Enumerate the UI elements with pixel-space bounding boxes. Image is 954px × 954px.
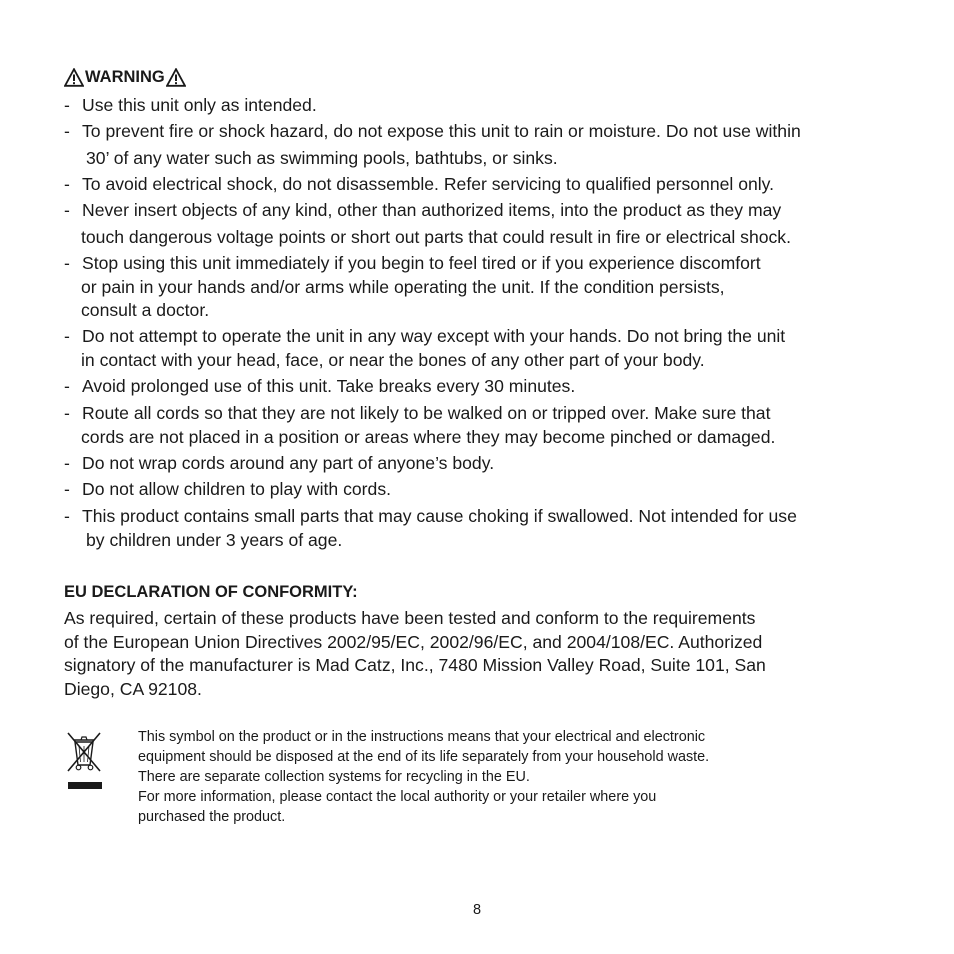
bullet-dash: - <box>64 200 70 220</box>
bullet-dash: - <box>64 95 70 115</box>
warning-item-line: Stop using this unit immediately if you begin to feel tired or if you experience discomfort <box>82 253 761 273</box>
warning-item-line: Never insert objects of any kind, other than authorized items, into the product as they may <box>82 200 782 220</box>
warning-item-line: This product contains small parts that may cause choking if swallowed. Not intended for use <box>82 506 797 526</box>
eu-declaration-heading: EU DECLARATION OF CONFORMITY: <box>64 583 358 601</box>
eu-declaration-line: As required, certain of these products have been tested and conform to the requirements <box>64 608 756 628</box>
page-number: 8 <box>472 902 482 918</box>
warning-item-line: Do not wrap cords around any part of anyone’s body. <box>82 453 495 473</box>
bullet-dash: - <box>64 121 70 141</box>
bullet-dash: - <box>64 253 70 273</box>
warning-item-line: Avoid prolonged use of this unit. Take breaks every 30 minutes. <box>82 376 576 396</box>
warning-triangle-icon <box>64 68 84 87</box>
warning-triangle-icon <box>166 68 186 87</box>
crossed-out-wheelie-bin-icon <box>64 729 104 791</box>
warning-item-line: To avoid electrical shock, do not disassemble. Refer servicing to qualified personnel only. <box>82 174 775 194</box>
bullet-dash: - <box>64 479 70 499</box>
eu-declaration-line: of the European Union Directives 2002/95/EC, 2002/96/EC, and 2004/108/EC. Authorized <box>64 632 763 652</box>
warning-item-line: touch dangerous voltage points or short out parts that could result in fire or electrical shock. <box>81 227 791 247</box>
weee-notice-line: For more information, please contact the local authority or your retailer where you <box>138 789 657 805</box>
warning-item-line: cords are not placed in a position or areas where they may become pinched or damaged. <box>81 427 776 447</box>
warning-item-line: Use this unit only as intended. <box>82 95 317 115</box>
warning-item-line: by children under 3 years of age. <box>86 530 343 550</box>
bullet-dash: - <box>64 326 70 346</box>
eu-declaration-line: signatory of the manufacturer is Mad Catz, Inc., 7480 Mission Valley Road, Suite 101, San <box>64 655 766 675</box>
weee-notice-line: There are separate collection systems for recycling in the EU. <box>138 769 530 785</box>
bullet-dash: - <box>64 376 70 396</box>
warning-item-line: in contact with your head, face, or near the bones of any other part of your body. <box>81 350 705 370</box>
warning-item-line: To prevent fire or shock hazard, do not expose this unit to rain or moisture. Do not use within <box>82 121 801 141</box>
warning-heading <box>64 66 186 88</box>
weee-notice-line: This symbol on the product or in the instructions means that your electrical and electronic <box>138 729 706 745</box>
bullet-dash: - <box>64 174 70 194</box>
warning-item-line: Do not attempt to operate the unit in any way except with your hands. Do not bring the unit <box>82 326 786 346</box>
weee-notice-line: equipment should be disposed at the end of its life separately from your household waste. <box>138 749 710 765</box>
warning-item-line: Route all cords so that they are not likely to be walked on or tripped over. Make sure that <box>82 403 771 423</box>
warning-item-line: or pain in your hands and/or arms while operating the unit. If the condition persists, <box>81 277 725 297</box>
warning-item-line: 30’ of any water such as swimming pools, bathtubs, or sinks. <box>86 148 558 168</box>
bullet-dash: - <box>64 506 70 526</box>
warning-item-line: consult a doctor. <box>81 300 210 320</box>
warning-item-line: Do not allow children to play with cords. <box>82 479 392 499</box>
eu-declaration-line: Diego, CA 92108. <box>64 679 202 699</box>
bullet-dash: - <box>64 403 70 423</box>
bullet-dash: - <box>64 453 70 473</box>
warning-title: WARNING <box>85 68 165 86</box>
weee-notice-line: purchased the product. <box>138 809 286 825</box>
